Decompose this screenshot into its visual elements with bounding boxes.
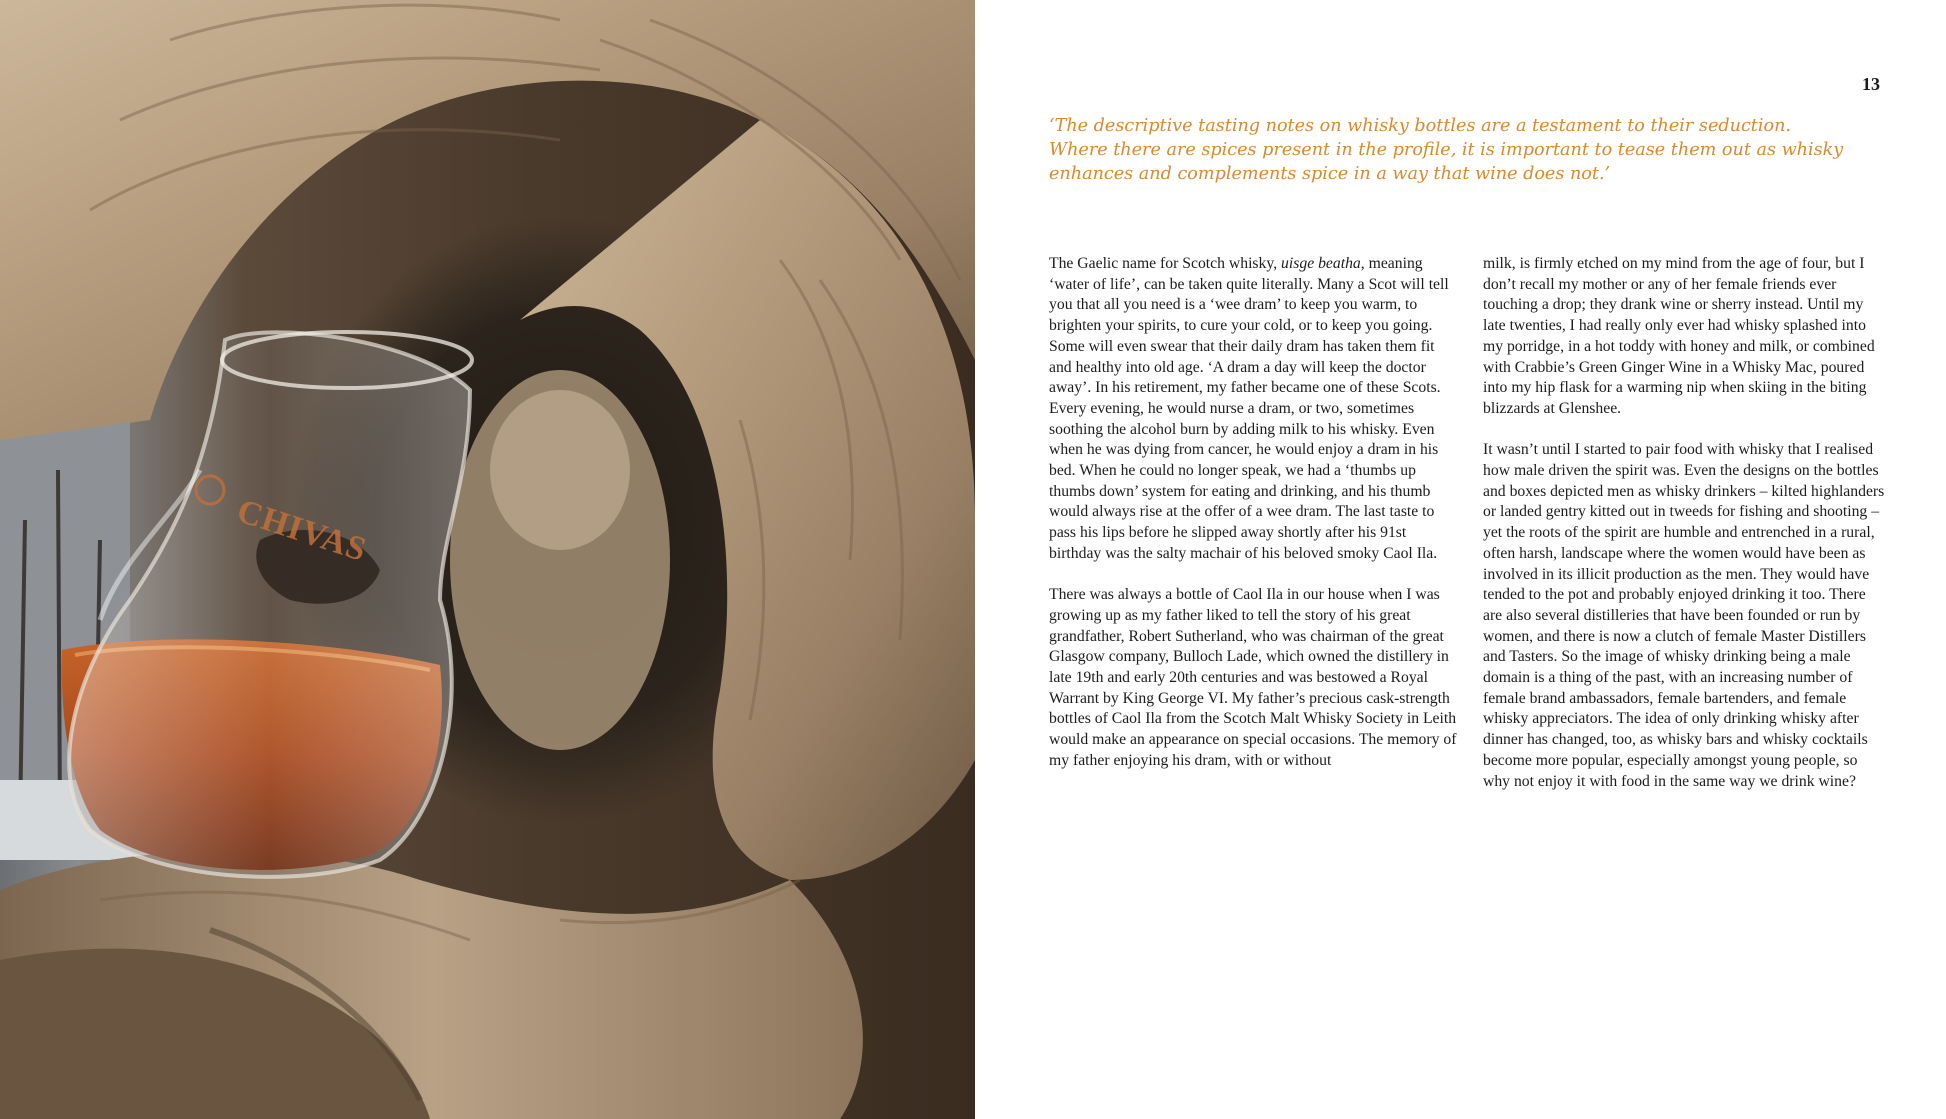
body-paragraph bbox=[1049, 254, 1459, 565]
body-paragraph: There was always a bottle of Caol Ila in our house when I was growing up as my father liked to tell the story of his great grandfather, Robert Sutherland, who was chairman of the great Glasgow company, Bulloch Lade, which owned the distillery in late 19th and early 20th centuries and was bestowed a Royal Warrant by King George VI. My father’s precious cask-strength bottles of Caol Ila from the Scotch Malt Whisky Society in Leith would make an appearance on special occasions. The memory of my father enjoying his dram, with or without bbox=[1049, 586, 1457, 769]
page-number: 13 bbox=[1862, 74, 1880, 94]
body-paragraph: It wasn’t until I started to pair food with whisky that I realised how male driven the spirit was. Even the designs on the bottles and boxes depicted men as whisky drinkers – kilted highlanders or landed gentry kitted out in tweeds for fishing and shooting – yet the roots of the spirit are humble and entrenched in a rural, often harsh, landscape where the women would have been as involved in its illicit production as the men. They would have tended to the pot and probably enjoyed drinking it too. There are also several distilleries that have been founded or run by women, and there is now a clutch of female Master Distillers and Tasters. So the image of whisky drinking being a male domain is a thing of the past, with an increasing number of female brand ambassadors, female bartenders, and female whisky appreciators. The idea of only drinking whisky after dinner has changed, too, as whisky bars and whisky cocktails become more popular, especially amongst young people, so why not enjoy it with food in the same way we drink wine? bbox=[1483, 441, 1885, 790]
gaelic-term: uisge beatha bbox=[1281, 255, 1361, 272]
body-column-right bbox=[1483, 254, 1885, 792]
body-text: , meaning ‘water of life’, can be taken quite literally. Many a Scot will tell you that all you need is a ‘wee dram’ to keep you warm, to brighten your spirits, to cure your cold, or to keep you going. Some will even swear that their daily dram has taken them fit and healthy into old age. ‘A dram a day will keep the doctor away’. In his retirement, my father became one of these Scots. Every evening, he would nurse a dram, or two, sometimes soothing the alcohol burn by adding milk to his whisky. Even when he was dying from cancer, he would enjoy a dram in his bed. When he could no longer speak, we had a ‘thumbs up thumbs down’ system for eating and drinking, and his thumb would always rise at the offer of a wee dram. The last taste to pass his lips before he slipped away shortly after his 91st birthday was the salty machair of his beloved smoky Caol Ila. bbox=[1049, 255, 1449, 562]
glass-logo-text: CHIVAS bbox=[232, 492, 372, 569]
pull-quote: ‘The descriptive tasting notes on whisky bottles are a testament to their seduction. Where there are spices present in the profile, it is important to tease them out as whisky enhances and complements spice in a way that wine does not.’ bbox=[1049, 116, 1844, 184]
body-paragraph: milk, is firmly etched on my mind from the age of four, but I don’t recall my mother or any of her female friends ever touching a drop; they drank wine or sherry instead. Until my late twenties, I had really only ever had whisky splashed into my porridge, in a hot toddy with honey and milk, or combined with Crabbie’s Green Ginger Wine in a Whisky Mac, poured into my hip flask for a warming nip when skiing in the biting blizzards at Glenshee. bbox=[1483, 255, 1875, 417]
body-text: The Gaelic name for Scotch whisky, bbox=[1049, 255, 1282, 272]
body-column-left bbox=[1049, 254, 1459, 772]
